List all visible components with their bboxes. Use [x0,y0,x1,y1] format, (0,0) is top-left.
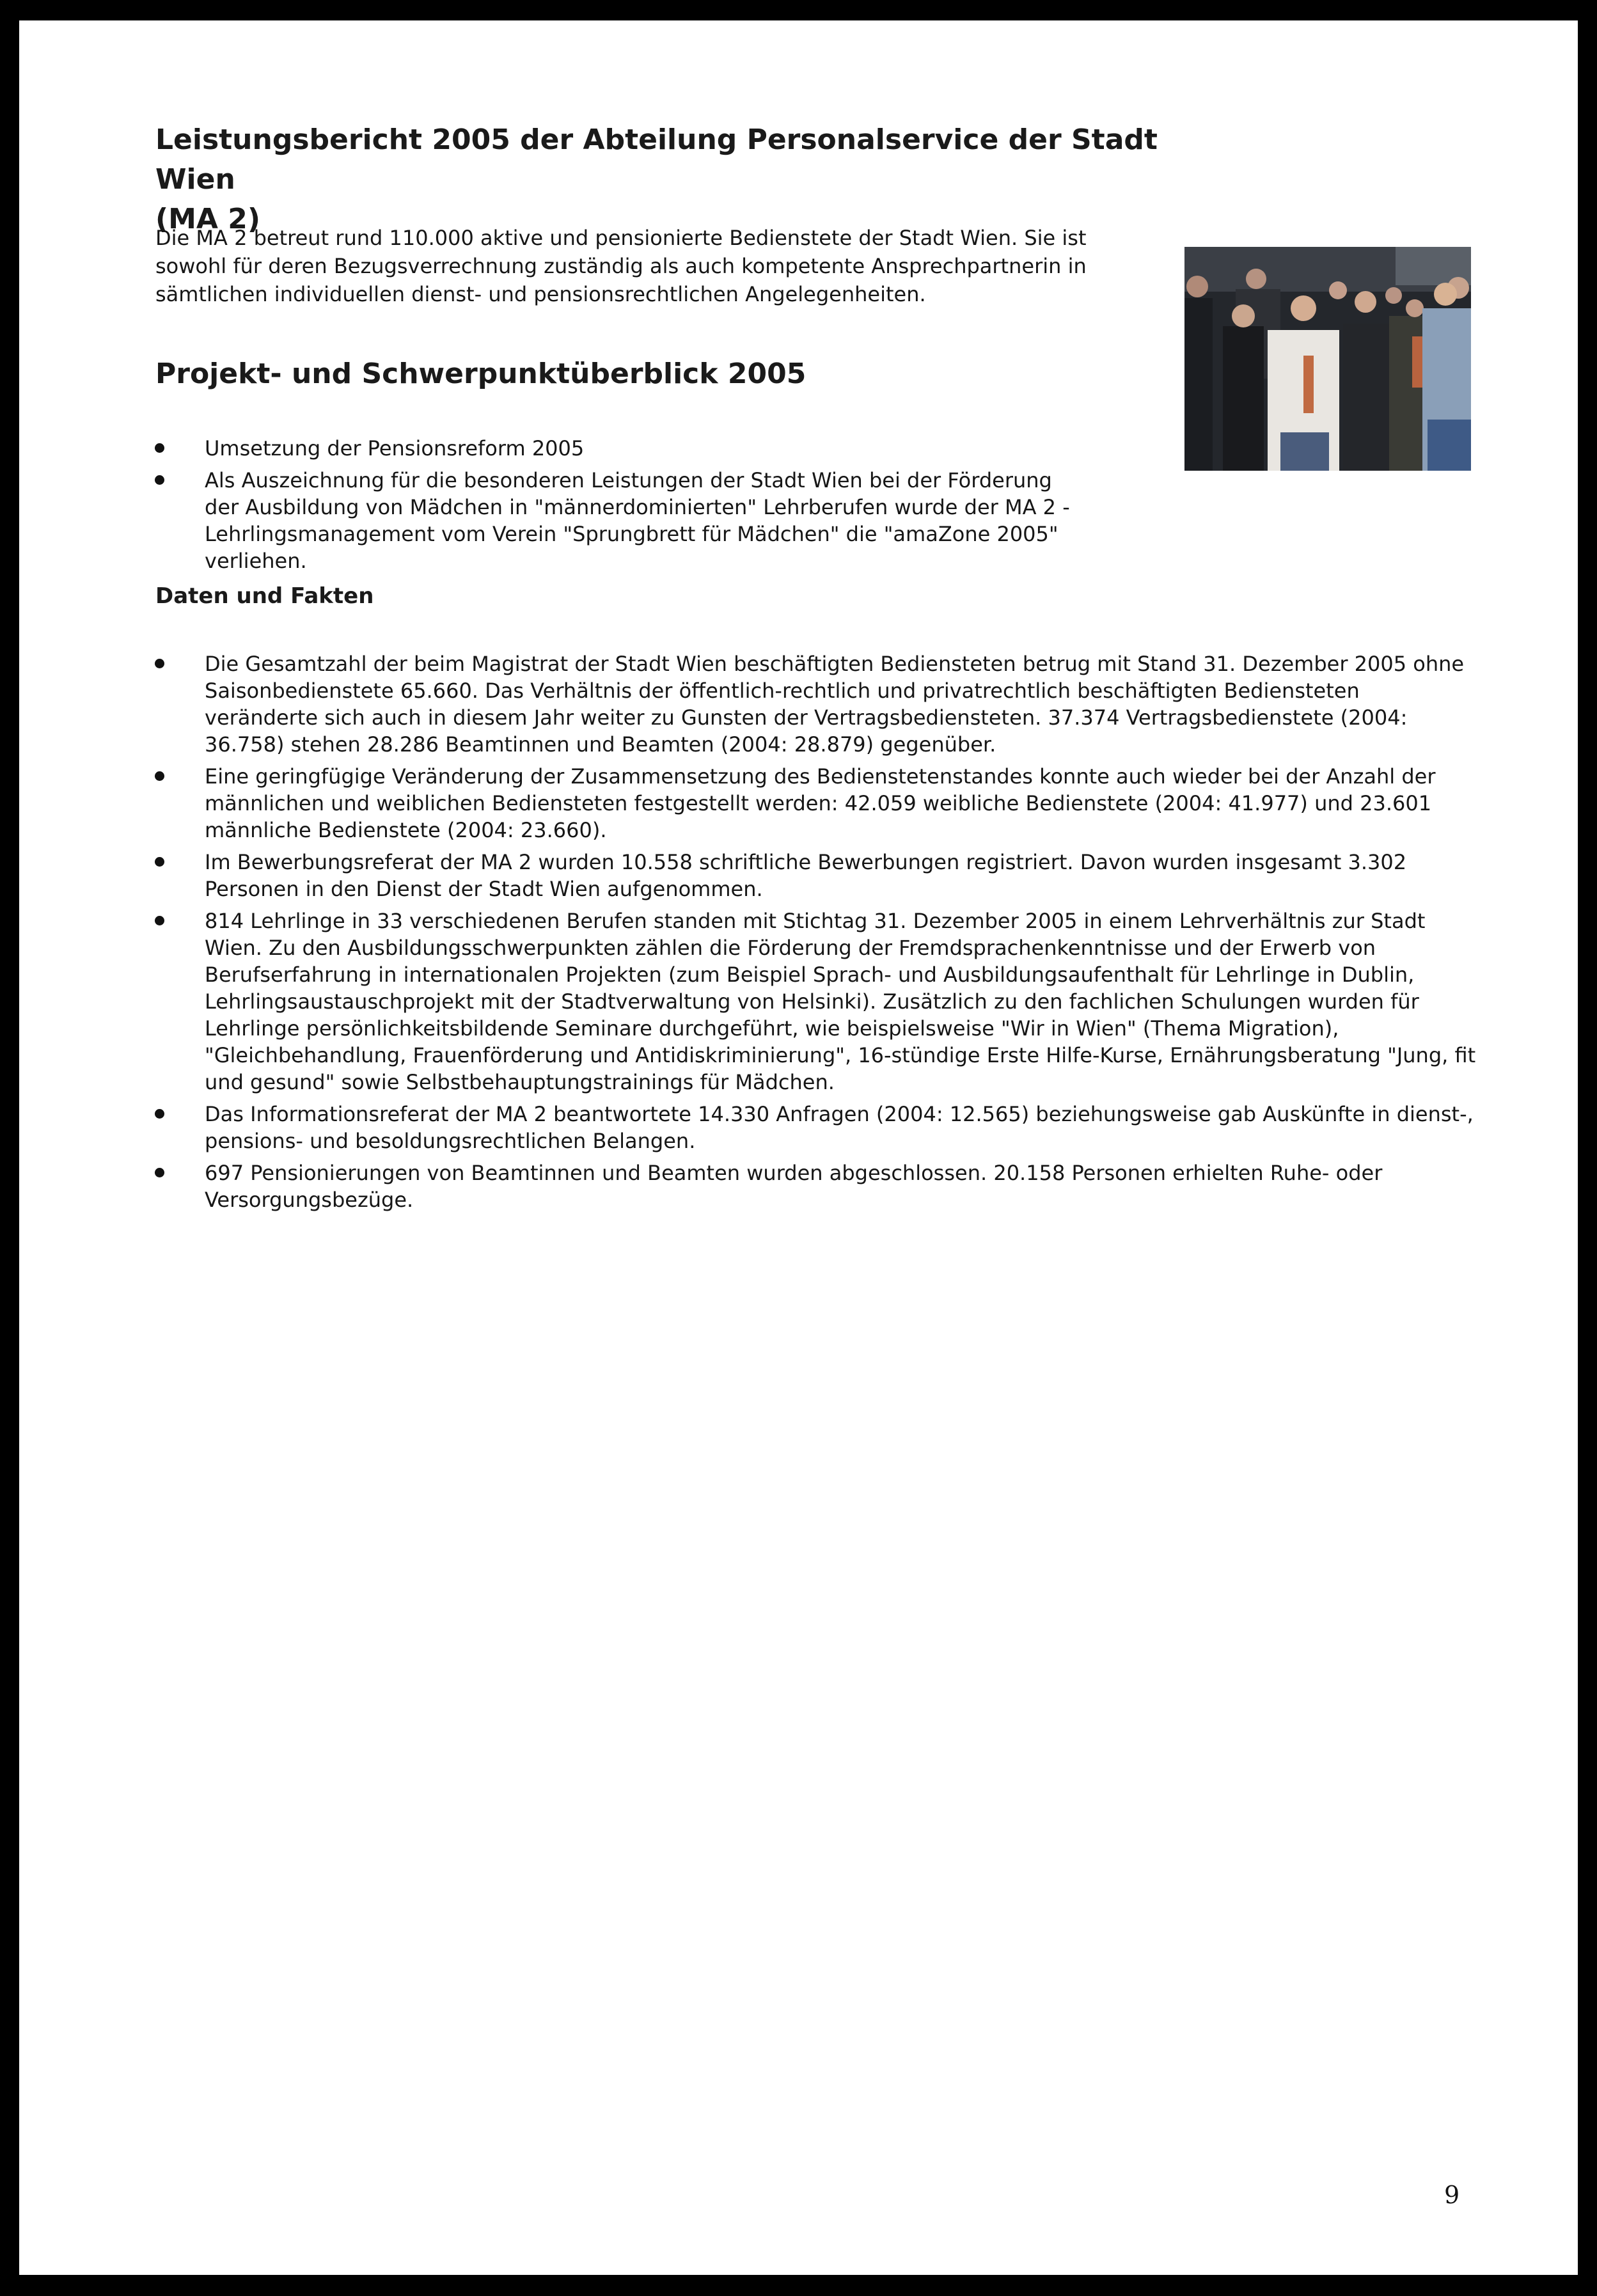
section-heading-projects: Projekt- und Schwerpunktüberblick 2005 [155,358,806,390]
intro-paragraph: Die MA 2 betreut rund 110.000 aktive und pensionierte Bedienstete der Stadt Wien. Sie ist sowohl für deren Bezugsverrechnung zuständig als auch kompetente Ansprechpartnerin in sämtlichen individuellen dienst- und pensionsrechtlichen Angelegenheiten. [155,226,1087,306]
list-item-text: Umsetzung der Pensionsreform 2005 [205,436,585,460]
list-item [205,1101,1477,1154]
bullet-icon [155,857,164,867]
section-heading-facts: Daten und Fakten [155,583,374,609]
list-item-text: Als Auszeichnung für die besonderen Leistungen der Stadt Wien bei der Förderung der Ausbildung von Mädchen in "männerdominierten" Lehrberufen wurde der MA 2 - Lehrlingsmanagement vom Verein "Sprungbrett für Mädchen" die "amaZone 2005" verliehen. [205,468,1070,573]
list-item [205,849,1477,902]
bullet-icon [155,475,164,485]
bullet-icon [155,659,164,668]
bullet-icon [155,1109,164,1119]
title-line-1: Leistungsbericht 2005 der Abteilung Personalservice der Stadt Wien [155,123,1158,196]
bullet-icon [155,1168,164,1177]
document-page [19,20,1578,2275]
bullet-icon [155,771,164,781]
facts-list [205,650,1477,1218]
list-item-text: Die Gesamtzahl der beim Magistrat der Stadt Wien beschäftigten Bediensteten betrug mit Stand 31. Dezember 2005 ohne Saisonbedienstete 65.660. Das Verhältnis der öffentlich-rechtlich und privatrechtlich beschäftigten Bediensteten veränderte sich auch in diesem Jahr weiter zu Gunsten der Vertragsbediensteten. 37.374 Vertragsbedienstete (2004: 36.758) stehen 28.286 Beamtinnen und Beamten (2004: 28.879) gegenüber. [205,652,1465,757]
list-item-text: 697 Pensionierungen von Beamtinnen und Beamten wurden abgeschlossen. 20.158 Personen erhielten Ruhe- oder Versorgungsbezüge. [205,1161,1383,1212]
list-item [205,1160,1477,1213]
list-item-text: 814 Lehrlinge in 33 verschiedenen Berufen standen mit Stichtag 31. Dezember 2005 in einem Lehrverhältnis zur Stadt Wien. Zu den Ausbildungsschwerpunkten zählen die Förderung der Fremdsprachenkenntnisse und der Erwerb von Berufserfahrung in internationalen Projekten (zum Beispiel Sprach- und Ausbildungsaufenthalt für Lehrlinge in Dublin, Lehrlingsaustauschprojekt mit der Stadtverwaltung von Helsinki). Zusätzlich zu den fachlichen Schulungen wurden für Lehrlinge persönlichkeitsbildende Seminare durchgeführt, wie beispielsweise "Wir in Wien" (Thema Migration), "Gleichbehandlung, Frauenförderung und Antidiskriminierung", 16-stündige Erste Hilfe-Kurse, Ernährungsberatung "Jung, fit und gesund" sowie Selbstbehauptungstrainings für Mädchen. [205,909,1476,1094]
list-item [205,467,1081,574]
list-item-text: Im Bewerbungsreferat der MA 2 wurden 10.558 schriftliche Bewerbungen registriert. Davon wurden insgesamt 3.302 Personen in den Dienst der Stadt Wien aufgenommen. [205,850,1407,901]
list-item-text: Das Informationsreferat der MA 2 beantwortete 14.330 Anfragen (2004: 12.565) beziehungsweise gab Auskünfte in dienst-, pensions- und besoldungsrechtlichen Belangen. [205,1102,1474,1153]
bullet-icon [155,916,164,925]
list-item [205,650,1477,758]
list-item [205,763,1477,844]
list-item [205,435,1465,462]
title-line-2: (MA 2) [155,203,260,235]
list-item-text: Eine geringfügige Veränderung der Zusammensetzung des Bedienstetenstandes konnte auch wieder bei der Anzahl der männlichen und weiblichen Bediensteten festgestellt werden: 42.059 weibliche Bedienstete (2004: 41.977) und 23.601 männliche Bedienstete (2004: 23.660). [205,764,1436,842]
page-number: 9 [1444,2181,1460,2209]
document-title [155,120,1243,239]
project-list [205,435,1465,579]
list-item [205,908,1477,1096]
bullet-icon [155,443,164,453]
